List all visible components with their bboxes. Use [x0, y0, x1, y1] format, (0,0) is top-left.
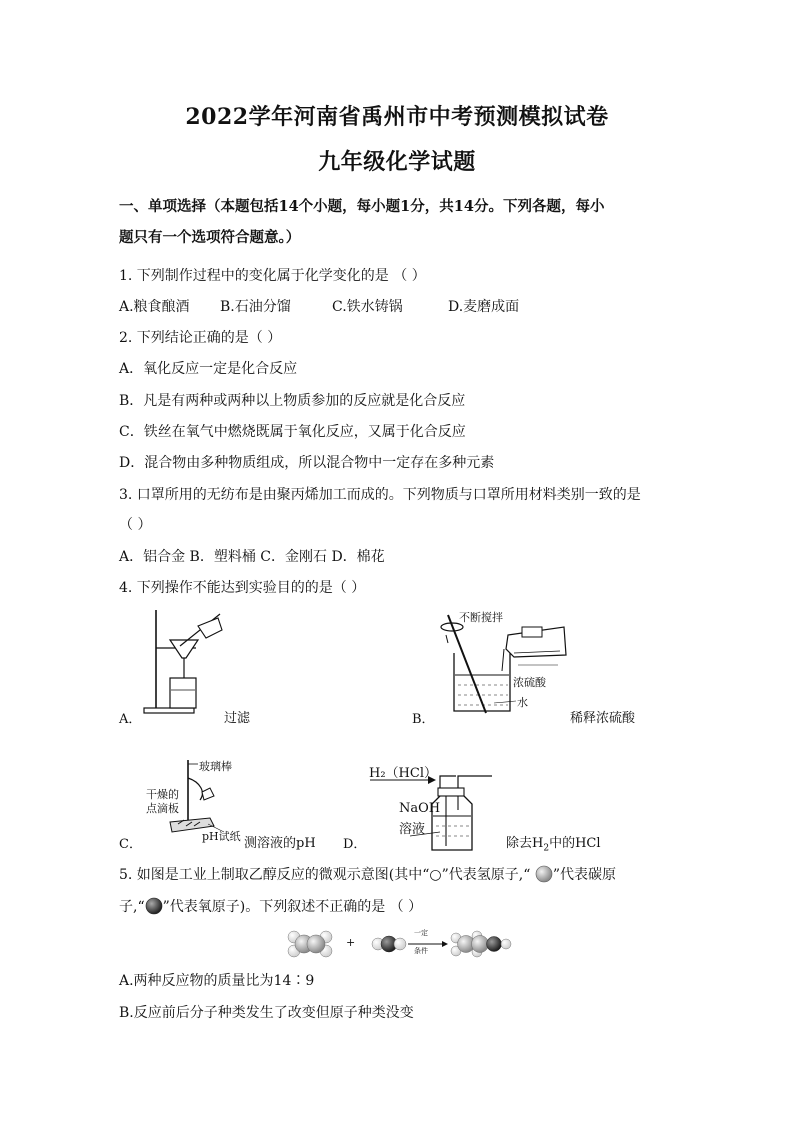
q4-option-d-letter: D．: [343, 837, 367, 852]
q1-option-d: D.麦磨成面: [448, 299, 520, 315]
reaction-micro-diagram: [284, 928, 514, 960]
q4-option-c-letter: C．: [119, 837, 142, 852]
q1-option-b: B.石油分馏: [220, 299, 291, 315]
naoh-label-line1: NaOH: [399, 801, 441, 816]
naoh-label-line2: 溶液: [399, 822, 426, 837]
q2-option-c: C．铁丝在氧气中燃烧既属于氧化反应，又属于化合反应: [119, 424, 466, 440]
oxygen-atom-icon: [145, 897, 163, 915]
q5-option-a: A.两种反应物的质量比为14∶9: [119, 973, 315, 989]
q4-option-d-caption: 除去$H_2$中的HCl: [506, 836, 601, 854]
plus-sign: +: [346, 936, 356, 949]
q3-options: A．铝合金 B．塑料桶 C．金刚石 D．棉花: [119, 549, 385, 565]
plate-label-line1: 干燥的: [146, 788, 179, 801]
q1-options: [119, 296, 519, 316]
q2-option-a: A．氧化反应一定是化合反应: [119, 361, 298, 377]
q1-option-c: C.铁水铸锅: [332, 299, 403, 315]
q2-stem: 2. 下列结论正确的是（ ）: [119, 330, 282, 346]
q2-option-d: D．混合物由多种物质组成，所以混合物中一定存在多种元素: [119, 455, 495, 471]
q5-stem-line2: 子,“ ”代表氧原子)。下列叙述不正确的是 （ ）: [119, 899, 423, 915]
q5-option-b: B.反应前后分子种类发生了改变但原子种类没变: [119, 1005, 414, 1021]
q3-paren: （ ）: [119, 517, 152, 533]
section-heading-line2: 题只有一个选项符合题意。）: [119, 229, 301, 246]
acid-label: 浓硫酸: [513, 676, 546, 689]
condition-label-top: 一定: [414, 929, 428, 937]
exam-title: 2022学年河南省禹州市中考预测模拟试卷: [185, 104, 609, 130]
gas-inlet-label: H₂（HCl）: [369, 766, 437, 781]
carbon-atom-icon: [535, 865, 553, 883]
rod-label: 玻璃棒: [199, 760, 232, 773]
condition-label-bottom: 条件: [414, 947, 428, 955]
water-label: 水: [517, 696, 528, 709]
q4-option-b-caption: 稀释浓硫酸: [570, 711, 636, 726]
q5-stem-line1: 5. 如图是工业上制取乙醇反应的微观示意图(其中“○”代表氢原子,“ ”代表碳原: [119, 867, 617, 883]
ph-paper-label: pH试纸: [202, 830, 241, 843]
plate-label-line2: 点滴板: [146, 802, 179, 815]
q1-option-a: A.粮食酿酒: [119, 299, 190, 315]
q1-stem: 1. 下列制作过程中的变化属于化学变化的是 （ ）: [119, 268, 426, 284]
q2-option-b: B．凡是有两种或两种以上物质参加的反应就是化合反应: [119, 393, 466, 409]
q3-stem: 3. 口罩所用的无纺布是由聚丙烯加工而成的。下列物质与口罩所用材料类别一致的是: [119, 487, 641, 503]
stir-label: 不断搅拌: [459, 611, 503, 624]
exam-subtitle: 九年级化学试题: [318, 149, 476, 175]
q4-option-b-letter: B．: [412, 712, 435, 727]
section-heading-line1: 一、单项选择（本题包括14个小题，每小题1分，共14分。下列各题，每小: [119, 198, 605, 215]
q4-option-a-caption: 过滤: [224, 711, 251, 726]
filtration-apparatus-figure: [140, 608, 225, 720]
q4-option-a-letter: A．: [119, 712, 142, 727]
q4-option-c-caption: 测溶液的pH: [244, 836, 316, 851]
q4-stem: 4. 下列操作不能达到实验目的的是（ ）: [119, 580, 366, 596]
